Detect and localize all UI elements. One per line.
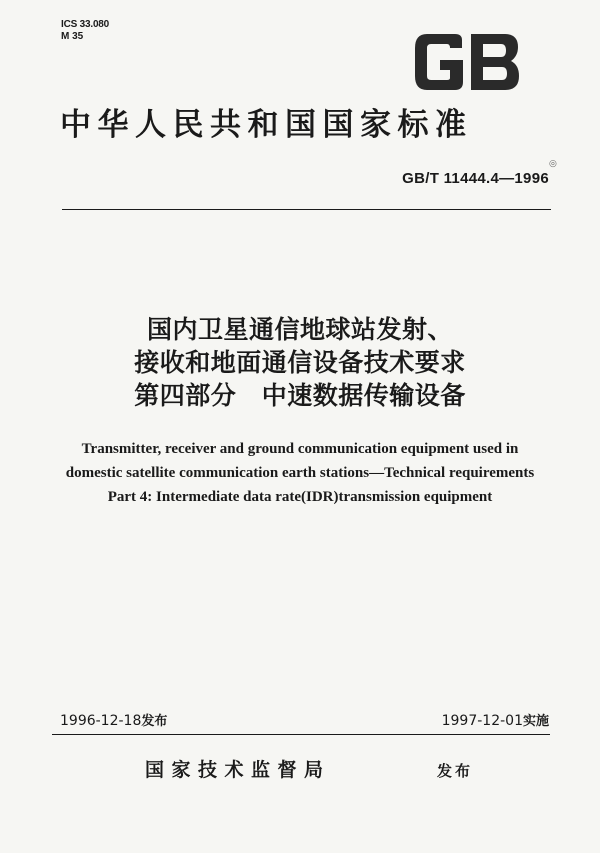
issue-date: [60, 712, 167, 731]
gb-logo: [415, 34, 519, 90]
english-title-line-3: Part 4: Intermediate data rate(IDR)transmission equipment: [107, 489, 493, 505]
chinese-title-line-3: 第四部分 中速数据传输设备: [134, 381, 466, 410]
issue-date-suffix: 发布: [141, 714, 168, 729]
stamp-mark-icon: ◎: [549, 159, 557, 169]
bottom-divider: [52, 734, 550, 735]
implementation-date: [442, 712, 549, 731]
ics-code: ICS 33.080: [61, 19, 110, 30]
publisher-name: 国家技术监督局: [145, 759, 331, 781]
english-title-line-1: Transmitter, receiver and ground communication equipment used in: [81, 441, 519, 457]
national-standard-title: 中华人民共和国国家标准: [60, 107, 473, 143]
implementation-date-value: 1997-12-01: [441, 713, 523, 729]
chinese-title: [0, 313, 600, 412]
chinese-title-line-2: 接收和地面通信设备技术要求: [134, 348, 466, 377]
english-title-line-2: domestic satellite communication earth stations—Technical requirements: [65, 465, 535, 481]
publish-label: 发布: [437, 762, 474, 780]
implementation-date-suffix: 实施: [522, 714, 549, 729]
english-title: [0, 437, 600, 509]
top-divider: [62, 209, 551, 210]
chinese-title-line-1: 国内卫星通信地球站发射、: [146, 315, 453, 344]
issue-date-value: 1996-12-18: [60, 713, 142, 729]
standard-number: GB/T 11444.4—1996: [402, 170, 549, 187]
gb-logo-wordmark: [415, 34, 519, 90]
classification-code: M 35: [61, 31, 84, 42]
